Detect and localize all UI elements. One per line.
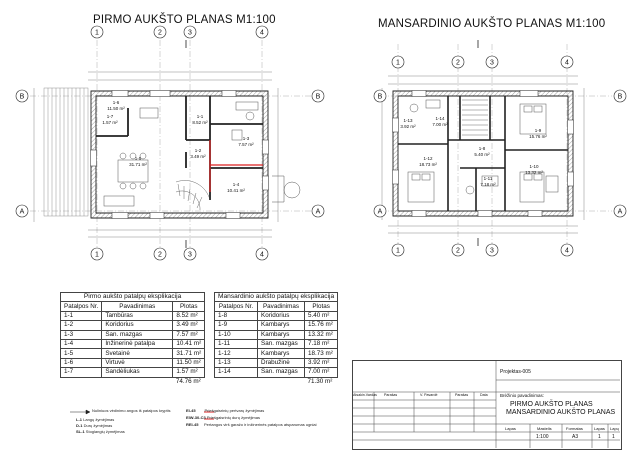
floor1-title: PIRMO AUKŠTO PLANAS M1:100 xyxy=(93,14,276,26)
legend-fire-resistance: REI-45 Pertangos virš garažo ir inžinerinės patalpos atsparumas ugniai xyxy=(186,422,317,427)
table-row: 1-13 Drabužinė 3.92 m² xyxy=(215,358,338,367)
axis-label: A xyxy=(315,208,321,216)
axis-label: 4 xyxy=(565,59,569,67)
room-tag xyxy=(529,128,547,139)
svg-text:7.18 m²: 7.18 m² xyxy=(480,182,496,187)
svg-text:1-3: 1-3 xyxy=(242,136,250,141)
table-title: Mansardinio aukšto patalpų eksplikacija xyxy=(215,293,338,302)
axis-label: 3 xyxy=(188,251,192,259)
table-row: 1-6 Virtuvė 11.50 m² xyxy=(61,358,205,367)
drawing-name-1: PIRMO AUKŠTO PLANAS xyxy=(510,401,593,408)
svg-text:3.92 m²: 3.92 m² xyxy=(400,124,416,129)
axis-label: 3 xyxy=(188,29,192,37)
tb-format-h: Formatas xyxy=(566,426,583,431)
legend-fire-wall: EI-45 Priešgaisrinių pertvarų žymėjimas xyxy=(186,408,265,413)
tb-page: 1 xyxy=(598,434,601,440)
room-tag xyxy=(480,176,496,187)
floor2-explication-table xyxy=(214,292,338,386)
column-header: Plotas xyxy=(173,302,205,311)
axis-label: 3 xyxy=(490,59,494,67)
room-tag xyxy=(102,114,118,125)
tb-format: A3 xyxy=(572,434,579,440)
tb-page-h: Lapas xyxy=(594,426,605,431)
floor1-explication-table xyxy=(60,292,205,386)
axis-label: 1 xyxy=(95,29,99,37)
svg-text:5.40 m²: 5.40 m² xyxy=(474,152,490,157)
axis-label: 2 xyxy=(158,251,162,259)
legend-door: D-1 Durų žymėjimas xyxy=(76,423,113,428)
floor2-title: MANSARDINIO AUKŠTO PLANAS M1:100 xyxy=(378,18,606,30)
svg-text:7.57 m²: 7.57 m² xyxy=(238,142,254,147)
axis-label: 3 xyxy=(490,247,494,255)
svg-text:1-4: 1-4 xyxy=(232,182,240,187)
drawing-label: Brėžinio pavadinimas: xyxy=(500,393,545,398)
room-tag xyxy=(190,148,206,159)
room-tag xyxy=(400,118,416,129)
floor2-plan xyxy=(377,44,612,250)
svg-text:1-2: 1-2 xyxy=(194,148,202,153)
svg-text:7.00 m²: 7.00 m² xyxy=(432,122,448,127)
svg-text:1-12: 1-12 xyxy=(423,156,433,161)
table-row: 1-10 Kambarys 13.32 m² xyxy=(215,330,338,339)
axis-label: 2 xyxy=(456,247,460,255)
svg-text:1-1: 1-1 xyxy=(196,114,204,119)
svg-text:1-11: 1-11 xyxy=(483,176,493,181)
axis-label: A xyxy=(617,208,623,216)
legend-fire-door: EIW-30-C3 Priešgaisrinių durų žymėjimas xyxy=(186,415,260,420)
svg-text:11.50 m²: 11.50 m² xyxy=(107,106,125,111)
tb-sign: Parašas xyxy=(384,393,398,397)
svg-text:1-13: 1-13 xyxy=(403,118,413,123)
axis-label: 4 xyxy=(260,251,264,259)
tb-pages: 1 xyxy=(612,434,615,440)
tb-name: V. Pavardė xyxy=(420,393,438,397)
column-header: Patalpos Nr. xyxy=(215,302,258,311)
room-tag xyxy=(192,114,208,125)
drawing-name-2: MANSARDINIO AUKŠTO PLANAS xyxy=(506,409,616,416)
svg-text:10.41 m²: 10.41 m² xyxy=(227,188,245,193)
axis-label: 4 xyxy=(260,29,264,37)
room-tag xyxy=(419,156,437,167)
table-total: 71.30 m² xyxy=(307,377,333,385)
table-row: 1-5 Svetainė 31.71 m² xyxy=(61,349,205,358)
table-row: 1-12 Kambarys 18.73 m² xyxy=(215,349,338,358)
column-header: Pavadinimas xyxy=(102,302,173,311)
room-tag xyxy=(432,116,448,127)
table-row: 1-1 Tambūras 8.52 m² xyxy=(61,311,205,320)
table-row: 1-8 Koridorius 5.40 m² xyxy=(215,311,338,320)
table-row: 1-2 Koridorius 3.49 m² xyxy=(61,321,205,330)
svg-text:15.76 m²: 15.76 m² xyxy=(529,134,547,139)
column-header: Pavadinimas xyxy=(258,302,305,311)
tb-date: Data xyxy=(480,393,488,397)
table-row: 1-7 Sandėliukas 1.57 m² xyxy=(61,368,205,377)
svg-text:18.73 m²: 18.73 m² xyxy=(419,162,437,167)
axis-label: 2 xyxy=(158,29,162,37)
legend-vent: Nuliniuos vėdinimo angos iš patalpos kryptis xyxy=(92,408,171,413)
tb-scale-h: Mastelis xyxy=(537,426,552,431)
svg-text:1-7: 1-7 xyxy=(106,114,114,119)
room-tag xyxy=(238,136,254,147)
tb-scale: 1:100 xyxy=(536,434,549,440)
room-tag xyxy=(525,164,543,175)
floor1-axis-bubbles xyxy=(16,26,324,260)
svg-text:3.49 m²: 3.49 m² xyxy=(190,154,206,159)
room-tag xyxy=(129,156,147,167)
axis-label: B xyxy=(315,93,321,101)
tb-sheet-h: Lapas xyxy=(505,426,516,431)
svg-text:1-6: 1-6 xyxy=(112,100,120,105)
table-row: 1-14 San. mazgas 7.00 m² xyxy=(215,368,338,377)
axis-label: B xyxy=(377,93,383,101)
axis-label: B xyxy=(617,93,623,101)
svg-text:31.71 m²: 31.71 m² xyxy=(129,162,147,167)
legend-window: L-1 Langų žymėjimas xyxy=(76,417,115,422)
table-title: Pirmo aukšto patalpų eksplikacija xyxy=(61,293,205,302)
tb-sign2: Parašas xyxy=(455,393,469,397)
column-header: Plotas xyxy=(305,302,338,311)
svg-text:1.57 m²: 1.57 m² xyxy=(102,120,118,125)
axis-label: 1 xyxy=(396,247,400,255)
svg-text:1-9: 1-9 xyxy=(534,128,542,133)
axis-label: B xyxy=(19,93,25,101)
column-header: Patalpos Nr. xyxy=(61,302,102,311)
svg-text:13.32 m²: 13.32 m² xyxy=(525,170,543,175)
svg-text:1-10: 1-10 xyxy=(529,164,539,169)
room-tag xyxy=(227,182,245,193)
svg-text:1-5: 1-5 xyxy=(134,156,142,161)
table-row: 1-3 San. mazgas 7.57 m² xyxy=(61,330,205,339)
axis-label: A xyxy=(19,208,25,216)
axis-label: 2 xyxy=(456,59,460,67)
project-name: Projektas-005 xyxy=(500,369,531,375)
room-tag xyxy=(474,146,490,157)
legend-skylight: SL-1 Stoglangių žymėjimas xyxy=(76,429,125,434)
axis-label: 4 xyxy=(565,247,569,255)
axis-label: 1 xyxy=(396,59,400,67)
tb-role: Atsakin.Vardas xyxy=(353,393,377,397)
table-row: 1-9 Kambarys 15.76 m² xyxy=(215,321,338,330)
table-total: 74.76 m² xyxy=(175,377,201,385)
floor1-plan xyxy=(30,40,316,248)
table-row: 1-11 San. mazgas 7.18 m² xyxy=(215,339,338,348)
svg-text:8.52 m²: 8.52 m² xyxy=(192,120,208,125)
axis-label: 1 xyxy=(95,251,99,259)
tb-pages-h: Lapų xyxy=(610,426,619,431)
svg-text:1-8: 1-8 xyxy=(478,146,486,151)
table-row: 1-4 Inžinerinė patalpa 10.41 m² xyxy=(61,339,205,348)
svg-text:1-14: 1-14 xyxy=(435,116,445,121)
room-tag xyxy=(107,100,125,111)
axis-label: A xyxy=(377,208,383,216)
